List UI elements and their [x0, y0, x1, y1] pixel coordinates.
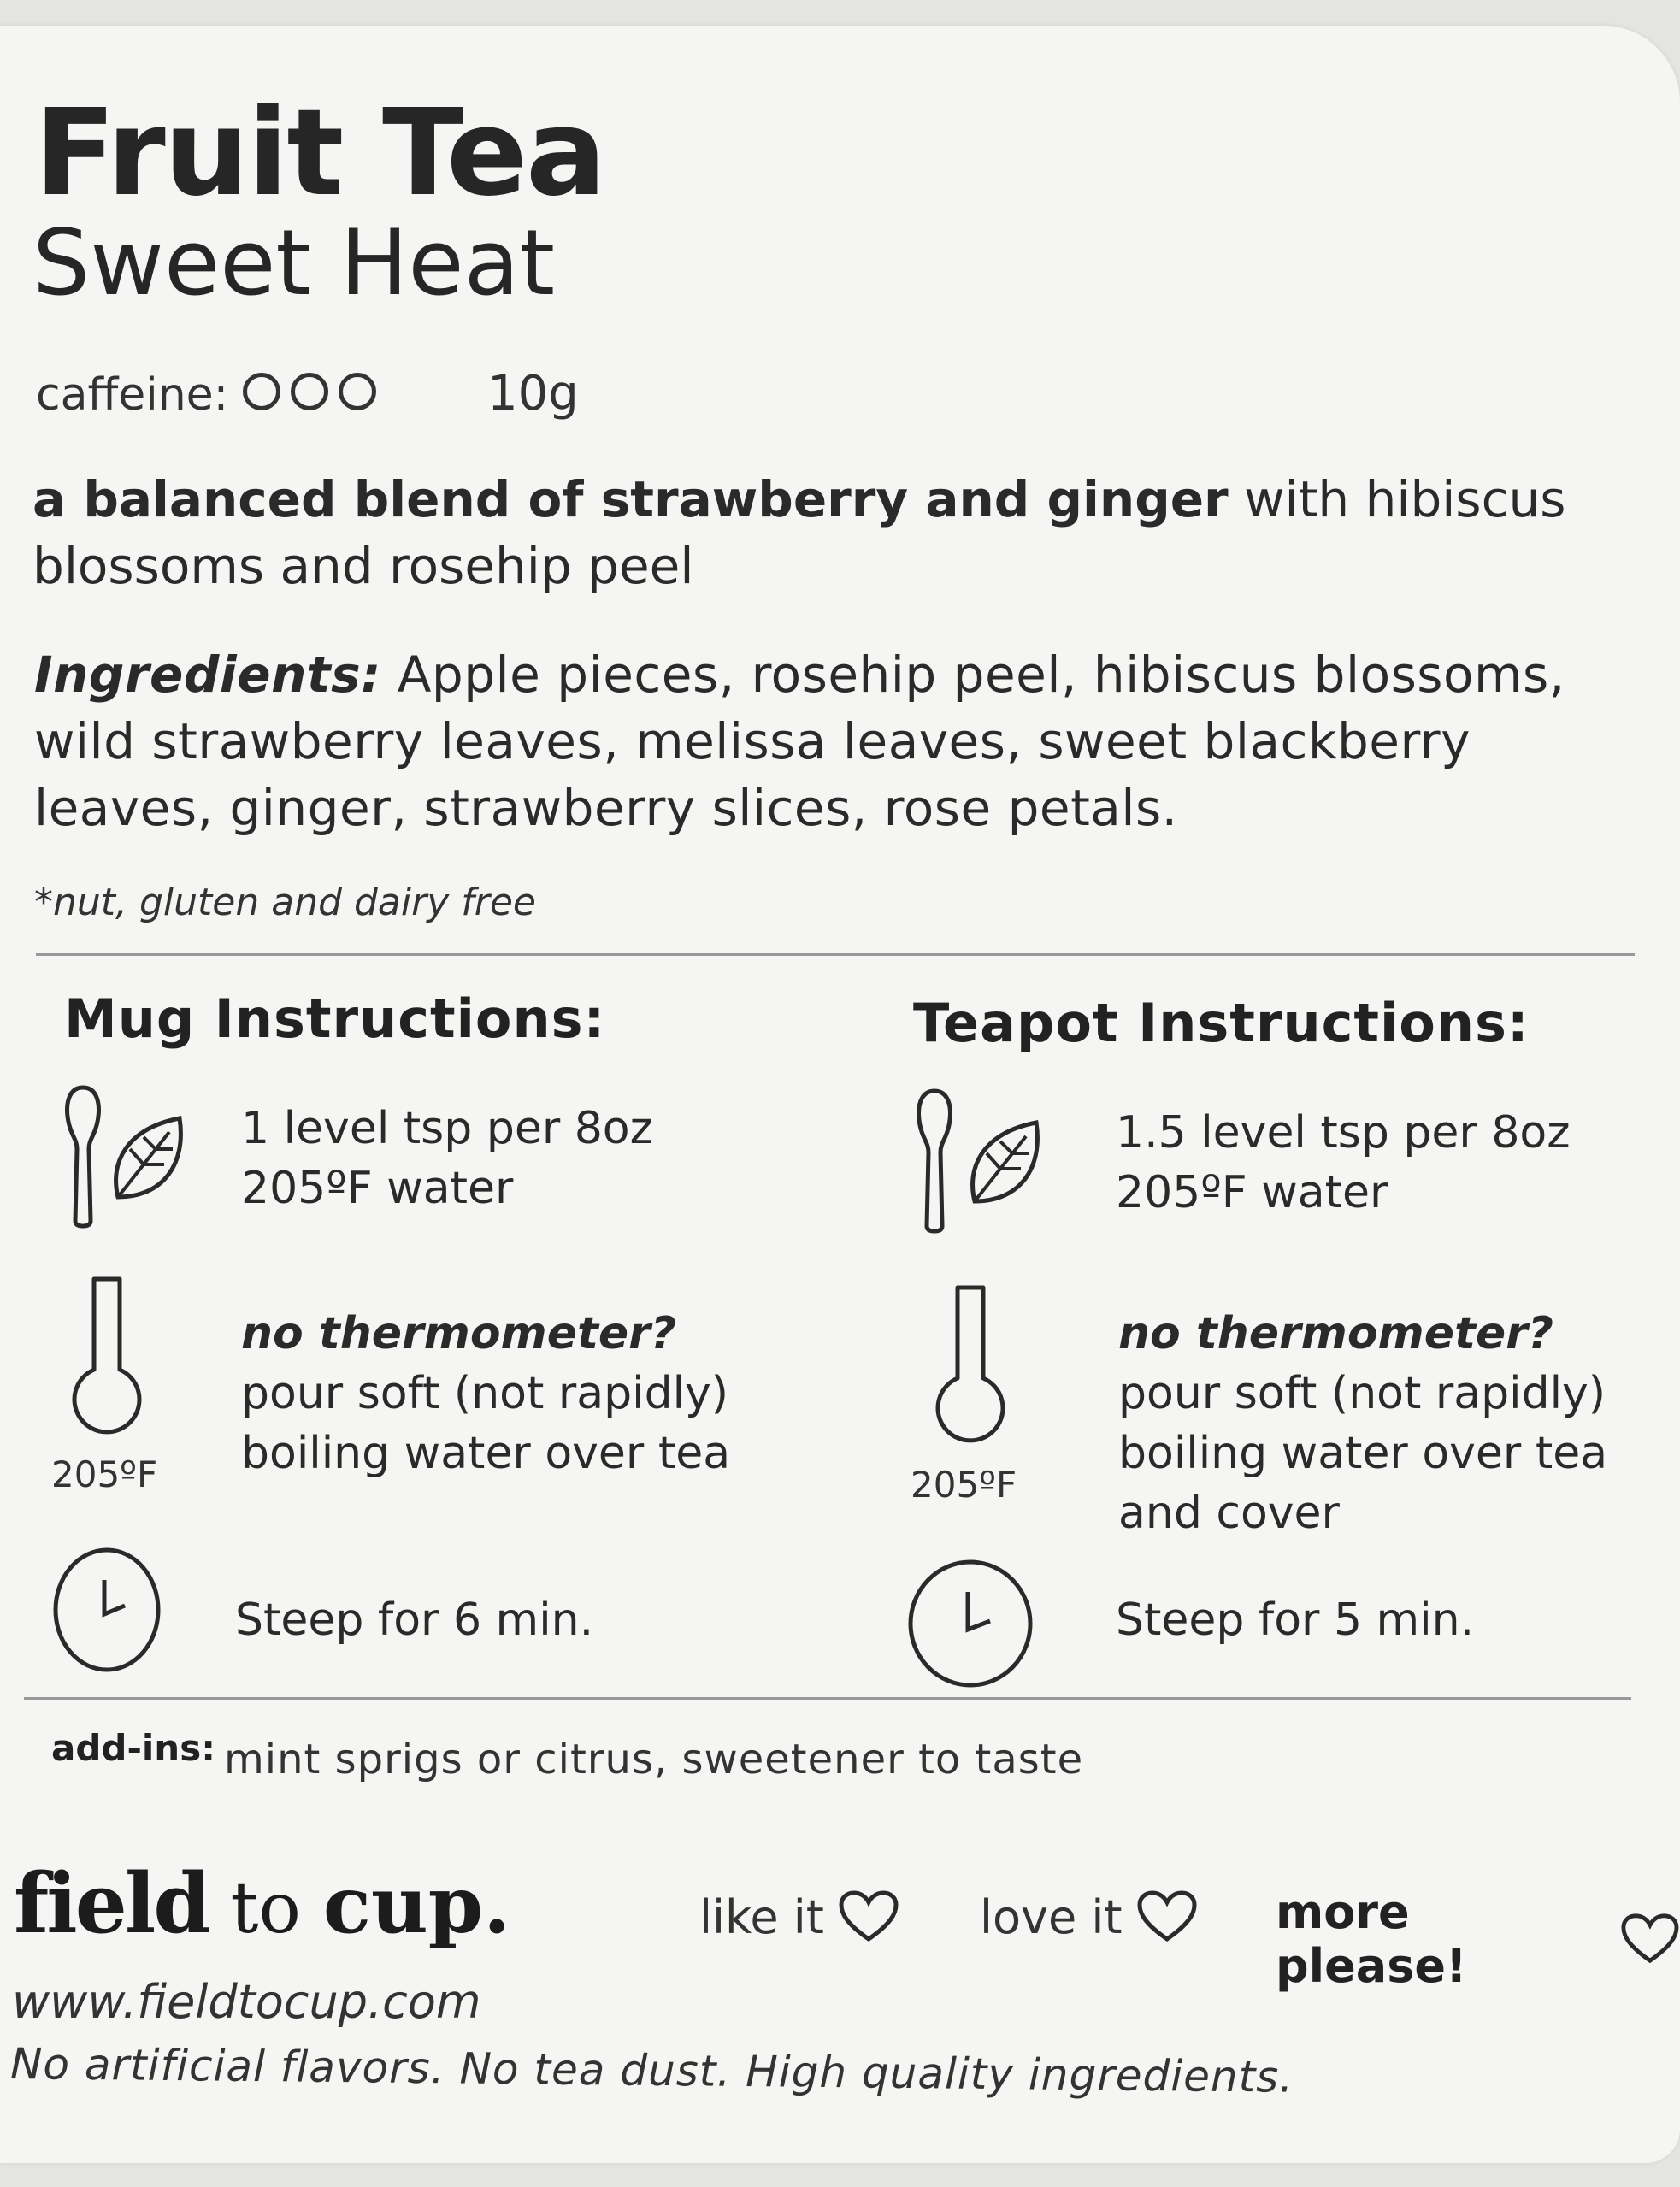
- mug-amount: [241, 1099, 653, 1218]
- mug-amount-line2: 205ºF water: [241, 1163, 514, 1214]
- teapot-amount-line1: 1.5 level tsp per 8oz: [1116, 1107, 1571, 1158]
- teapot-no-thermo-line1: pour soft (not rapidly): [1118, 1368, 1606, 1419]
- brand-logo: [14, 1855, 510, 1952]
- tagline: No artificial flavors. No tea dust. High quality ingredients.: [9, 2039, 1294, 2102]
- heart-icon: [1620, 1912, 1680, 1966]
- teapot-amount: [1116, 1103, 1571, 1223]
- divider: [24, 1697, 1631, 1700]
- brand-word-field: field: [14, 1855, 209, 1952]
- thermometer-icon: [68, 1274, 145, 1445]
- caffeine-dot-icon: [339, 373, 376, 410]
- rating-more-label: more please!: [1276, 1885, 1467, 1993]
- mug-heading: Mug Instructions:: [64, 987, 606, 1050]
- caffeine-rating: [243, 373, 376, 410]
- description-highlight: a balanced blend of strawberry and ginger: [32, 470, 1229, 528]
- teapot-steep: Steep for 5 min.: [1116, 1595, 1475, 1646]
- teapot-no-thermo-line3: and cover: [1118, 1488, 1340, 1539]
- teapot-no-thermometer: [1118, 1304, 1607, 1543]
- rating-love-label: love it: [980, 1889, 1123, 1944]
- addins-text: mint sprigs or citrus, sweetener to taste: [224, 1736, 1084, 1783]
- product-name: Fruit Tea: [34, 84, 605, 223]
- rating-like-label: like it: [699, 1889, 824, 1944]
- mug-steep: Steep for 6 min.: [235, 1595, 594, 1646]
- spoon-icon: [62, 1084, 104, 1229]
- ingredients: [34, 641, 1659, 841]
- spoon-icon: [913, 1088, 956, 1235]
- teapot-no-thermo-title: no thermometer?: [1118, 1308, 1553, 1359]
- rating-more: [1276, 1885, 1680, 1993]
- teapot-temp-label: 205ºF: [911, 1464, 1017, 1506]
- description: [32, 466, 1589, 599]
- divider: [36, 953, 1635, 956]
- mug-no-thermometer: [241, 1304, 730, 1483]
- leaf-icon: [109, 1111, 186, 1206]
- brand-word-to: to: [208, 1868, 323, 1949]
- mug-no-thermo-line1: pour soft (not rapidly): [241, 1368, 729, 1419]
- brand-word-cup: cup.: [322, 1859, 511, 1951]
- mug-temp-label: 205ºF: [51, 1453, 158, 1495]
- clock-icon: [906, 1558, 1035, 1689]
- teapot-amount-line2: 205ºF water: [1116, 1167, 1388, 1218]
- description-rest: with hibiscus blossoms and rosehip peel: [32, 470, 1566, 595]
- heart-icon: [1136, 1889, 1198, 1944]
- ingredients-list: Apple pieces, rosehip peel, hibiscus blossoms, wild strawberry leaves, melissa leaves, sweet blackberry leaves, ginger, strawberry slices, rose petals.: [34, 645, 1565, 837]
- package-weight: 10g: [487, 366, 579, 421]
- rating-love: [980, 1889, 1198, 1944]
- teapot-no-thermo-line2: boiling water over tea: [1118, 1428, 1608, 1479]
- allergen-note: *nut, gluten and dairy free: [34, 881, 536, 924]
- ingredients-label: Ingredients:: [34, 645, 381, 704]
- leaf-icon: [966, 1116, 1043, 1210]
- mug-amount-line1: 1 level tsp per 8oz: [241, 1103, 653, 1154]
- clock-icon: [51, 1546, 162, 1674]
- caffeine-label: caffeine:: [36, 369, 229, 421]
- mug-no-thermo-line2: boiling water over tea: [241, 1428, 731, 1479]
- rating-like: [699, 1889, 899, 1944]
- teapot-heading: Teapot Instructions:: [913, 992, 1530, 1054]
- brand-url: www.fieldtocup.com: [12, 1975, 481, 2029]
- thermometer-icon: [932, 1282, 1009, 1453]
- heart-icon: [838, 1889, 899, 1944]
- caffeine-dot-icon: [243, 373, 280, 410]
- mug-no-thermo-title: no thermometer?: [241, 1308, 676, 1359]
- addins-label: add-ins:: [51, 1727, 215, 1769]
- tea-label-card: [0, 26, 1680, 2163]
- product-variety: Sweet Heat: [32, 210, 556, 315]
- caffeine-dot-icon: [291, 373, 328, 410]
